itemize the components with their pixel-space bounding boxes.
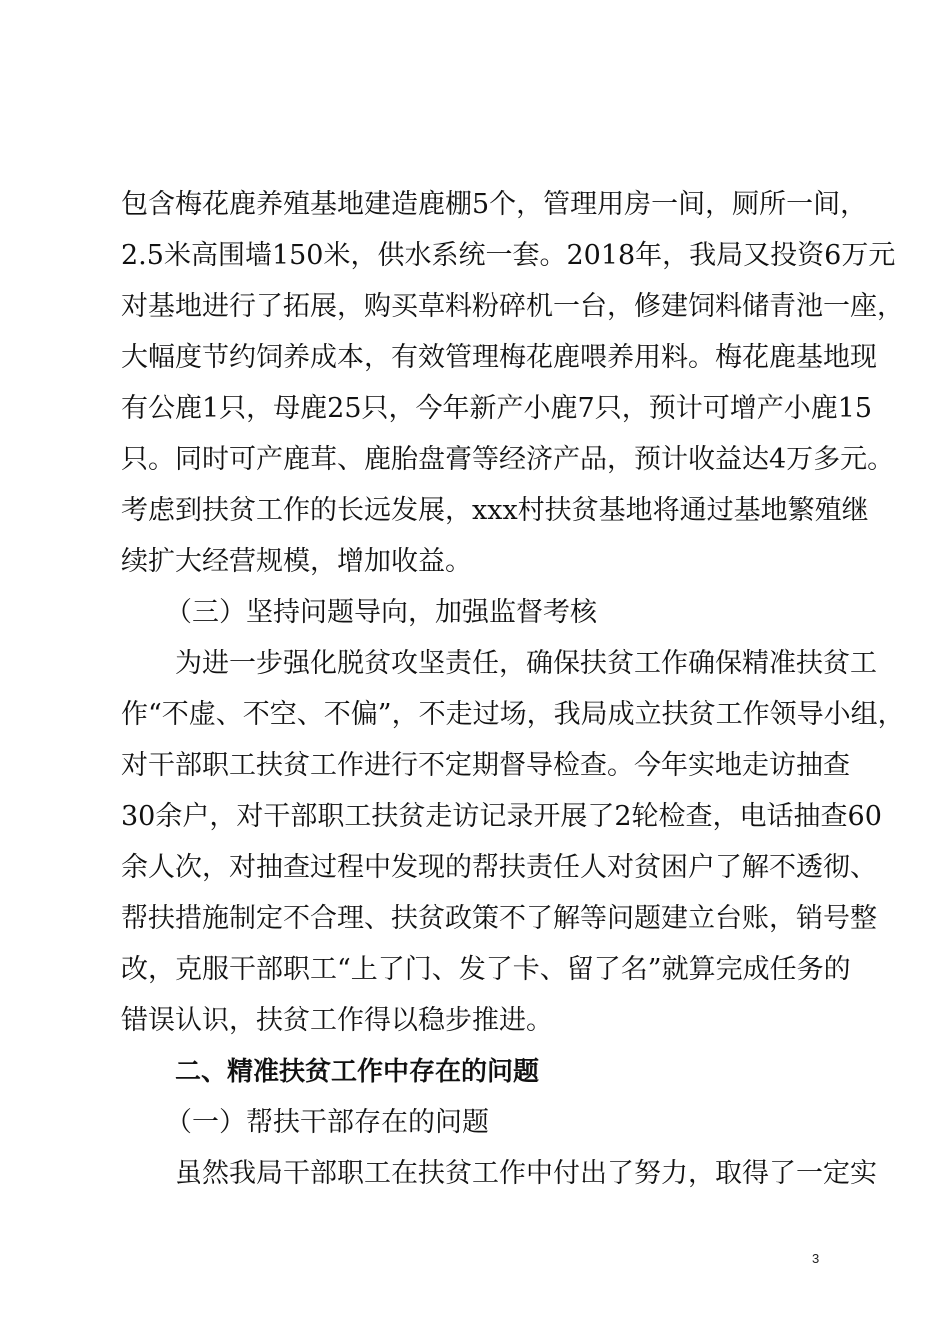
- paragraph-line: 改，克服干部职工“上了门、发了卡、留了名”就算完成任务的: [121, 954, 851, 985]
- part-heading: 二、精准扶贫工作中存在的问题: [175, 1057, 540, 1087]
- paragraph-line: 余人次，对抽查过程中发现的帮扶责任人对贫困户了解不透彻、: [121, 852, 877, 883]
- paragraph-line: 只。同时可产鹿茸、鹿胎盘膏等经济产品，预计收益达4万多元。: [121, 444, 895, 475]
- paragraph-line: 错误认识，扶贫工作得以稳步推进。: [121, 1005, 553, 1036]
- paragraph-line: 有公鹿1只，母鹿25只，今年新产小鹿7只，预计可增产小鹿15: [121, 393, 873, 424]
- paragraph-line: 考虑到扶贫工作的长远发展，xxx村扶贫基地将通过基地繁殖继: [121, 495, 869, 526]
- paragraph-line: 续扩大经营规模，增加收益。: [121, 546, 472, 577]
- paragraph-line: 为进一步强化脱贫攻坚责任，确保扶贫工作确保精准扶贫工: [175, 648, 877, 679]
- paragraph-line: 作“不虚、不空、不偏”，不走过场，我局成立扶贫工作领导小组，: [121, 699, 905, 730]
- paragraph-line: 大幅度节约饲养成本，有效管理梅花鹿喂养用料。梅花鹿基地现: [121, 342, 877, 373]
- page-number: 3: [812, 1251, 820, 1266]
- subsection-heading: （一）帮扶干部存在的问题: [165, 1107, 489, 1138]
- paragraph-line: 30余户，对干部职工扶贫走访记录开展了2轮检查，电话抽查60: [121, 801, 882, 832]
- paragraph-line: 2.5米高围墙150米，供水系统一套。2018年，我局又投资6万元: [121, 240, 896, 271]
- paragraph-line: 对干部职工扶贫工作进行不定期督导检查。今年实地走访抽查: [121, 750, 850, 781]
- section-heading: （三）坚持问题导向，加强监督考核: [165, 597, 597, 628]
- paragraph-line: 包含梅花鹿养殖基地建造鹿棚5个，管理用房一间，厕所一间，: [121, 189, 868, 220]
- paragraph-line: 对基地进行了拓展，购买草料粉碎机一台，修建饲料储青池一座，: [121, 291, 904, 322]
- paragraph-line: 帮扶措施制定不合理、扶贫政策不了解等问题建立台账，销号整: [121, 903, 877, 934]
- paragraph-line: 虽然我局干部职工在扶贫工作中付出了努力，取得了一定实: [175, 1158, 877, 1189]
